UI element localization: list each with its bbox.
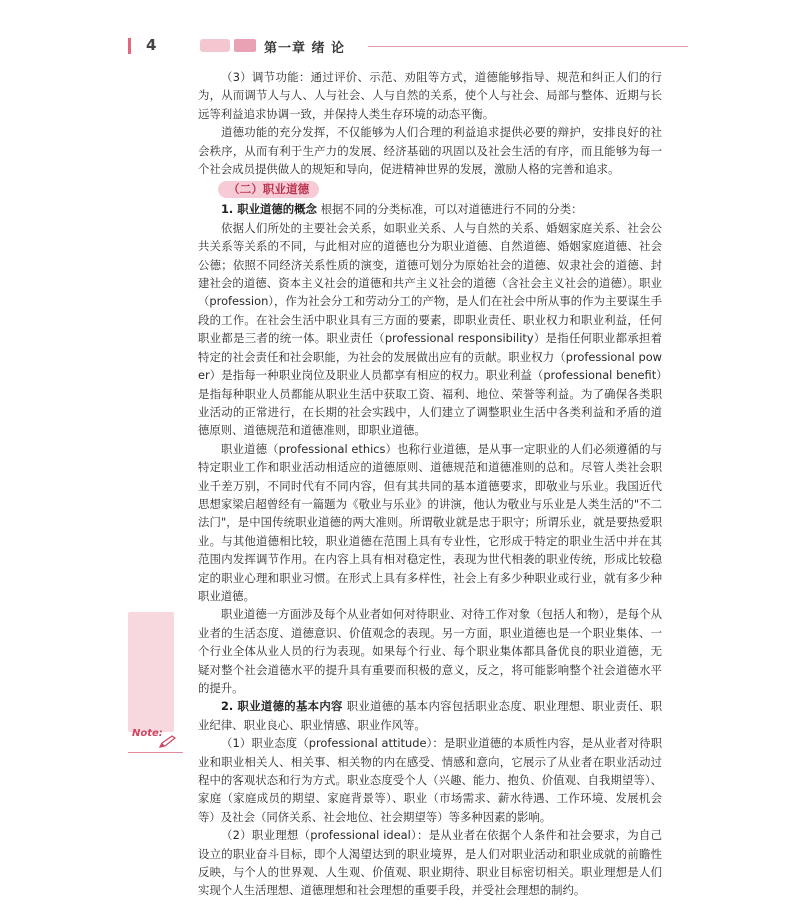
note-rule — [128, 752, 183, 753]
paragraph-attitude: （1）职业态度（professional attitude）：是职业道德的本质性内容，是从业者对待职业和职业相关人、相关事、相关物的内在感受、情感和意向，它展示了从业者在职业活动过程中的客观状态和行为方式。职业态度受个人（兴趣、能力、抱负、价值观、自我期望等）、家庭（家庭成员的期望、家庭背景等）、职业（市场需求、薪水待遇、工作环境、发展机会等）及社会（同侪关系、社会地位、社会期望等）等多种因素的影响。 — [198, 736, 662, 824]
paragraph-ideal: （2）职业理想（professional ideal）：是从业者在依据个人条件和社会要求，为自己设立的职业奋斗目标，即个人渴望达到的职业境界，是人们对职业活动和职业成就的前瞻性反映，与个人的世界观、人生观、价值观、职业期待、职业目标密切相关。职业理想是人们实现个人生活理想、道德理想和社会理想的重要手段，并受社会理想的制约。 — [198, 828, 662, 898]
paragraph-professional-ethics: 职业道德（professional ethics）也称行业道德，是从事一定职业的人们必须遵循的与特定职业工作和职业活动相适应的道德原则、道德规范和道德准则的总和。尽管人类社会职业千差万别，不同时代有不同内容，但有其共同的基本道德要求，即敬业与乐业。我国近代思想家梁启超曾经有一篇题为《敬业与乐业》的讲演，他认为敬业与乐业是人类生活的"不二法门"，是中国传统职业道德的两大准则。所谓敬业就是忠于职守；所谓乐业，就是要热爱职业。与其他道德相比较，职业道德在范围上具有专业性，它形成于特定的职业生活中并在其范围内发挥调节作用。在内容上具有相对稳定性，表现为世代相袭的职业传统，形成比较稳定的职业心理和职业习惯。在形式上具有多样性，社会上有多少种职业或行业，就有多少种职业道德。 — [198, 441, 662, 603]
subsection-title: 1. 职业道德的概念 — [221, 202, 317, 217]
note-sidebar — [128, 612, 186, 742]
note-label: Note: — [132, 728, 163, 739]
subsection-intro: 根据不同的分类标准，可以对道德进行不同的分类： — [316, 202, 583, 217]
header-decor-block — [234, 39, 256, 52]
note-sidebar-panel — [128, 612, 174, 732]
header-rule — [368, 46, 688, 47]
page-number: 4 — [146, 36, 157, 54]
subsection-title: 2. 职业道德的基本内容 — [221, 699, 343, 714]
subsection-content — [198, 697, 662, 734]
paragraph-two-aspects: 职业道德一方面涉及每个从业者如何对待职业、对待工作对象（包括人和物），是每个从业者的生活态度、道德意识、价值观念的表现。另一方面，职业道德也是一个职业集体、一个行业全体从业人员的行为表现。如果每个行业、每个职业集体都具备优良的职业道德，无疑对整个社会道德水平的提升具有重要而积极的意义，反之，将可能影响整个社会道德水平的提升。 — [198, 607, 662, 695]
subsection-intro: 职业道德的基本内容包括职业态度、职业理想、职业责任、职业纪律、职业良心、职业情感、职业作风等。 — [198, 699, 662, 732]
chapter-title: 第一章 绪 论 — [264, 41, 346, 56]
subsection-concept — [198, 200, 662, 218]
paragraph-moral-function: 道德功能的充分发挥，不仅能够为人们合理的利益追求提供必要的辩护，安排良好的社会秩序，从而有利于生产力的发展、经济基础的巩固以及社会生活的有序，而且能够为每一个社会成员提供做人的规矩和导向，促进精神世界的发展，激励人格的完善和追求。 — [198, 125, 662, 177]
page-body — [198, 68, 662, 900]
page-header — [128, 36, 688, 56]
header-decor-pill — [200, 39, 230, 52]
paragraph-classification: 依据人们所处的主要社会关系，如职业关系、人与自然的关系、婚姻家庭关系、社会公共关系等关系的不同，与此相对应的道德也分为职业道德、自然道德、婚姻家庭道德、社会公德；依照不同经济关系性质的演变，道德可划分为原始社会的道德、奴隶社会的道德、封建社会的道德、资本主义社会的道德和共产主义社会的道德（含社会主义社会的道德）。职业（profession），作为社会分工和劳动分工的产物，是人们在社会中所从事的作为主要谋生手段的工作。在社会生活中职业具有三方面的要素，即职业责任、职业权力和职业利益，任何职业都是三者的统一体。职业责任（professional responsibility）是指任何职业都承担着特定的社会责任和社会职能，为社会的发展做出应有的贡献。职业权力（professional power）是指每一种职业岗位及职业人员都享有相应的权力。职业利益（professional benefit）是指每种职业人员都能从职业生活中获取工资、福利、地位、荣誉等利益。为了确保各类职业活动的正常进行，在长期的社会实践中，人们建立了调整职业生活中各类利益和矛盾的道德原则、道德规范和道德准则，即职业道德。 — [198, 220, 662, 438]
header-accent-bar — [128, 38, 131, 54]
section-heading: （二）职业道德 — [218, 181, 319, 198]
paragraph-regulating-function: （3）调节功能：通过评价、示范、劝阻等方式，道德能够指导、规范和纠正人们的行为，从而调节人与人、人与社会、人与自然的关系，使个人与社会、局部与整体、近期与长远等利益追求协调一致，并保持人类生存环境的动态平衡。 — [198, 70, 662, 121]
pencil-icon — [158, 734, 178, 753]
